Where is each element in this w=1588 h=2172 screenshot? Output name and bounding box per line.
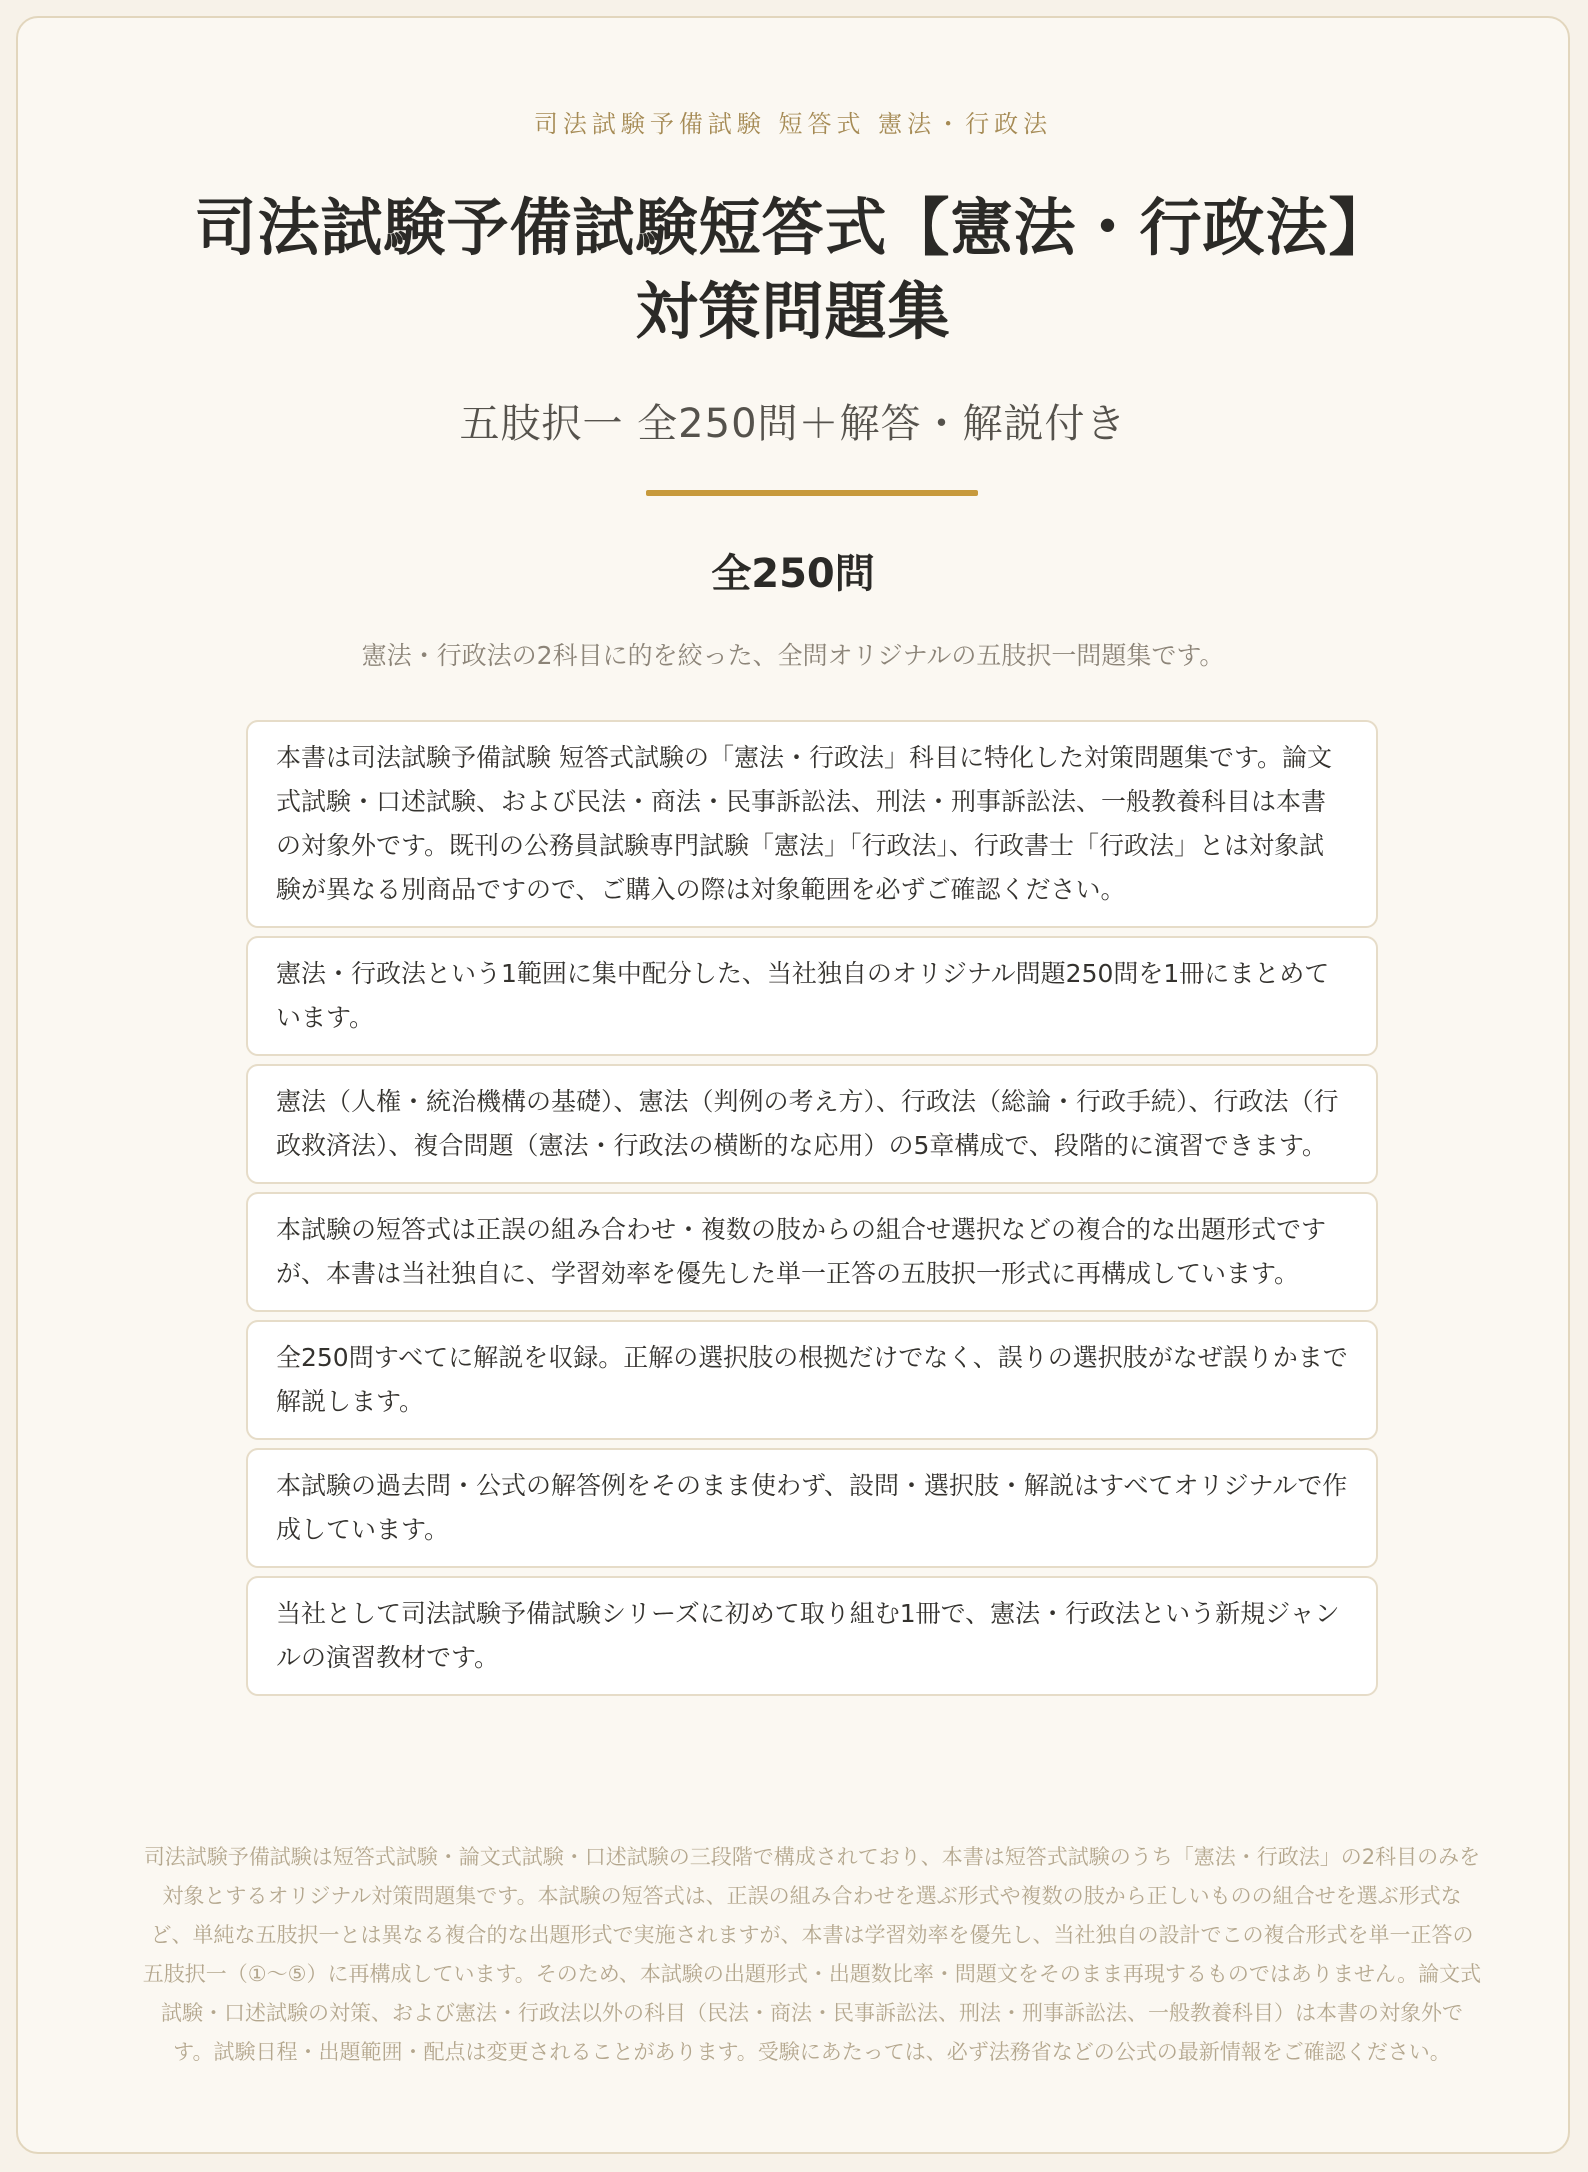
feature-card: 本試験の過去問・公式の解答例をそのまま使わず、設問・選択肢・解説はすべてオリジナルで作成しています。 [246,1448,1378,1568]
feature-card: 本書は司法試験予備試験 短答式試験の「憲法・行政法」科目に特化した対策問題集です。論文式試験・口述試験、および民法・商法・民事訴訟法、刑法・刑事訴訟法、一般教養科目は本書の対象外です。既刊の公務員試験専門試験「憲法」「行政法」、行政書士「行政法」とは対象試験が異なる別商品ですので、ご購入の際は対象範囲を必ずご確認ください。 [246,720,1378,928]
feature-card: 憲法・行政法という1範囲に集中配分した、当社独自のオリジナル問題250問を1冊にまとめています。 [246,936,1378,1056]
disclaimer-note: 司法試験予備試験は短答式試験・論文式試験・口述試験の三段階で構成されており、本書は短答式試験のうち「憲法・行政法」の2科目のみを対象とするオリジナル対策問題集です。本試験の短答式は、正誤の組み合わせを選ぶ形式や複数の肢から正しいものの組合せを選ぶ形式など、単純な五肢択一とは異なる複合的な出題形式で実施されますが、本書は学習効率を優先し、当社独自の設計でこの複合形式を単一正答の五肢択一（①〜⑤）に再構成しています。そのため、本試験の出題形式・出題数比率・問題文をそのまま再現するものではありません。論文式試験・口述試験の対策、および憲法・行政法以外の科目（民法・商法・民事訴訟法、刑法・刑事訴訟法、一般教養科目）は本書の対象外です。試験日程・出題範囲・配点は変更されることがあります。受験にあたっては、必ず法務省などの公式の最新情報をご確認ください。 [142,1845,1482,2064]
page-frame [16,16,1570,2154]
feature-card: 当社として司法試験予備試験シリーズに初めて取り組む1冊で、憲法・行政法という新規ジャンルの演習教材です。 [246,1576,1378,1696]
feature-card: 憲法（人権・統治機構の基礎）、憲法（判例の考え方）、行政法（総論・行政手続）、行政法（行政救済法）、複合問題（憲法・行政法の横断的な応用）の5章構成で、段階的に演習できます。 [246,1064,1378,1184]
feature-card: 本試験の短答式は正誤の組み合わせ・複数の肢からの組合せ選択などの複合的な出題形式ですが、本書は当社独自に、学習効率を優先した単一正答の五肢択一形式に再構成しています。 [246,1192,1378,1312]
lead-text: 憲法・行政法の2科目に的を絞った、全問オリジナルの五肢択一問題集です。 [361,641,1225,670]
feature-card: 全250問すべてに解説を収録。正解の選択肢の根拠だけでなく、誤りの選択肢がなぜ誤りかまで解説します。 [246,1320,1378,1440]
title-line-1: 司法試験予備試験短答式【憲法・行政法】 [194,191,1392,264]
title-line-2: 対策問題集 [635,275,951,348]
page-title [18,186,1568,354]
question-count: 全250問 [711,551,875,597]
series-label: 司法試験予備試験 短答式 憲法・行政法 [533,110,1053,138]
feature-list [246,720,1378,1704]
accent-divider [646,490,978,496]
page-subtitle: 五肢択一 全250問＋解答・解説付き [459,401,1127,447]
